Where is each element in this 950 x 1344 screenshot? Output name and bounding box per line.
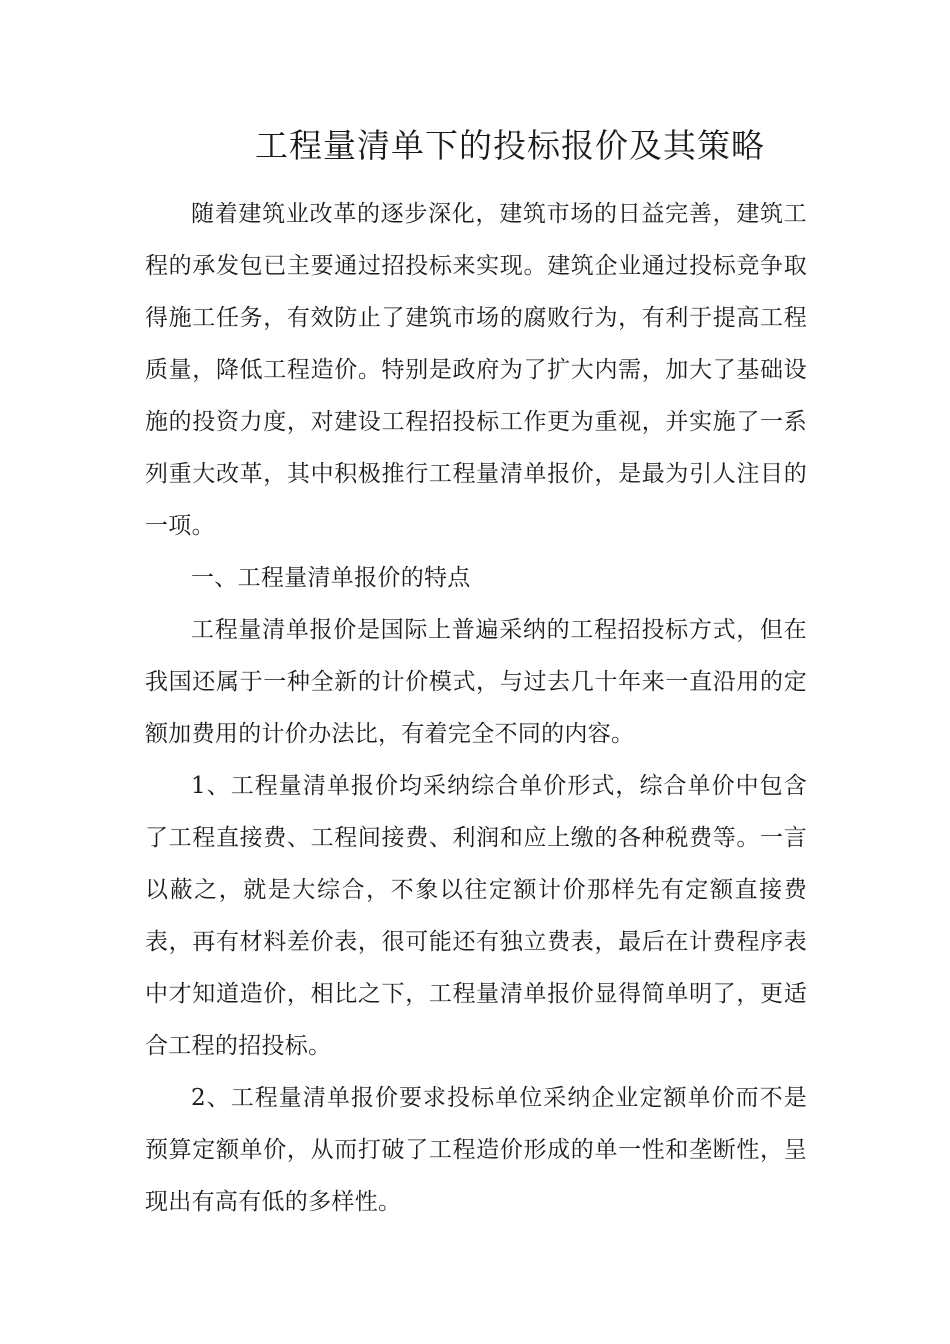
- document-title: 工程量清单下的投标报价及其策略: [255, 126, 765, 165]
- intro-paragraph: 随着建筑业改革的逐步深化，建筑市场的日益完善，建筑工程的承发包已主要通过招投标来实现。建筑企业通过投标竞争取得施工任务，有效防止了建筑市场的腐败行为，有利于提高工程质量，降低工程造价。特别是政府为了扩大内需，加大了基础设施的投资力度，对建设工程招投标工作更为重视，并实施了一系列重大改革，其中积极推行工程量清单报价，是最为引人注目的一项。: [145, 201, 807, 539]
- document-body: [145, 188, 807, 1228]
- point-2-paragraph: 2、工程量清单报价要求投标单位采纳企业定额单价而不是预算定额单价，从而打破了工程造价形成的单一性和垄断性，呈现出有高有低的多样性。: [145, 1085, 807, 1215]
- section-heading: 一、工程量清单报价的特点: [191, 565, 471, 591]
- point-1-paragraph: 1、工程量清单报价均采纳综合单价形式，综合单价中包含了工程直接费、工程间接费、利润和应上缴的各种税费等。一言以蔽之，就是大综合，不象以往定额计价那样先有定额直接费表，再有材料差价表，很可能还有独立费表，最后在计费程序表中才知道造价，相比之下，工程量清单报价显得简单明了，更适合工程的招投标。: [145, 773, 807, 1059]
- section-paragraph: 工程量清单报价是国际上普遍采纳的工程招投标方式，但在我国还属于一种全新的计价模式，与过去几十年来一直沿用的定额加费用的计价办法比，有着完全不同的内容。: [145, 617, 807, 747]
